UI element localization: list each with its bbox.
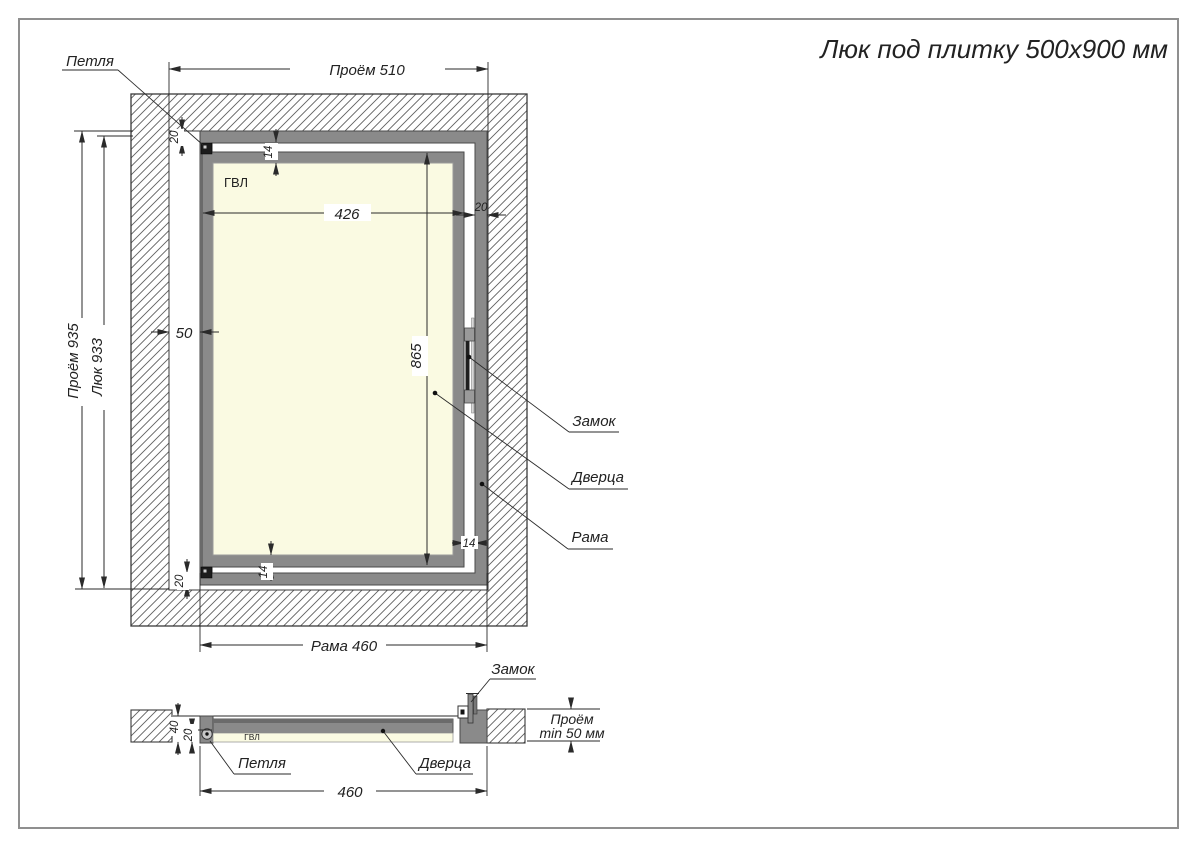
hinge-pin-section <box>205 732 208 735</box>
lock-block-top <box>465 328 475 341</box>
gvl-label-section: ГВЛ <box>244 732 260 742</box>
wall-hatch-section-right <box>487 709 525 743</box>
leader-dot <box>433 391 438 396</box>
hinge-label-section: Петля <box>238 755 286 772</box>
dim-frame-width: Рама 460 <box>310 638 378 655</box>
dim-opening-height: Проём 935 <box>65 323 82 399</box>
dim-depth-frame: 20 <box>183 728 195 742</box>
lock-label-front: Замок <box>572 413 616 430</box>
dim-depth-total: 40 <box>169 720 181 734</box>
lock-label-section: Замок <box>491 661 535 678</box>
front-view <box>62 53 628 655</box>
lock-block-bottom <box>465 390 475 403</box>
lock-latch-bar <box>466 341 470 390</box>
dim-margin-line1: Проём <box>550 711 594 727</box>
gvl-label-front: ГВЛ <box>223 175 249 190</box>
hinge-top-pin <box>204 146 207 149</box>
dim-14-top: 14 <box>263 145 275 159</box>
section-view <box>131 661 605 801</box>
frame-label-front: Рама <box>571 529 609 546</box>
dim-opening-width: Проём 510 <box>329 62 405 79</box>
leader-line-lock-section <box>471 679 490 702</box>
lock-bar-section <box>468 694 473 723</box>
dim-margin-line2: min 50 мм <box>539 725 605 741</box>
lock-keeper-dot <box>461 710 465 715</box>
dim-door-height: 865 <box>408 343 425 369</box>
dim-20-right: 20 <box>474 202 488 214</box>
door-label-section: Дверца <box>419 755 471 772</box>
dim-hatch-height: Люк 933 <box>89 338 106 396</box>
leader-dot <box>381 729 385 733</box>
hinge-bottom-pin <box>204 570 207 573</box>
dim-gap-hinge: 50 <box>175 325 193 342</box>
dim-section-width: 460 <box>337 784 363 801</box>
drawing-title: Люк под плитку 500х900 мм <box>820 34 1168 64</box>
dim-14-bottom: 14 <box>258 565 270 579</box>
dim-20-top-left: 20 <box>169 130 181 144</box>
dim-20-bottom-left: 20 <box>174 574 186 588</box>
dim-door-width: 426 <box>334 206 360 223</box>
door-sheet-section <box>213 719 453 723</box>
leader-dot <box>467 355 472 360</box>
hinge-label-front: Петля <box>66 53 114 70</box>
wall-hatch-section-left <box>131 710 172 742</box>
door-label-front: Дверца <box>572 469 624 486</box>
leader-line-hinge-section <box>210 741 234 774</box>
leader-dot <box>480 482 485 487</box>
dim-14-right: 14 <box>462 538 476 550</box>
